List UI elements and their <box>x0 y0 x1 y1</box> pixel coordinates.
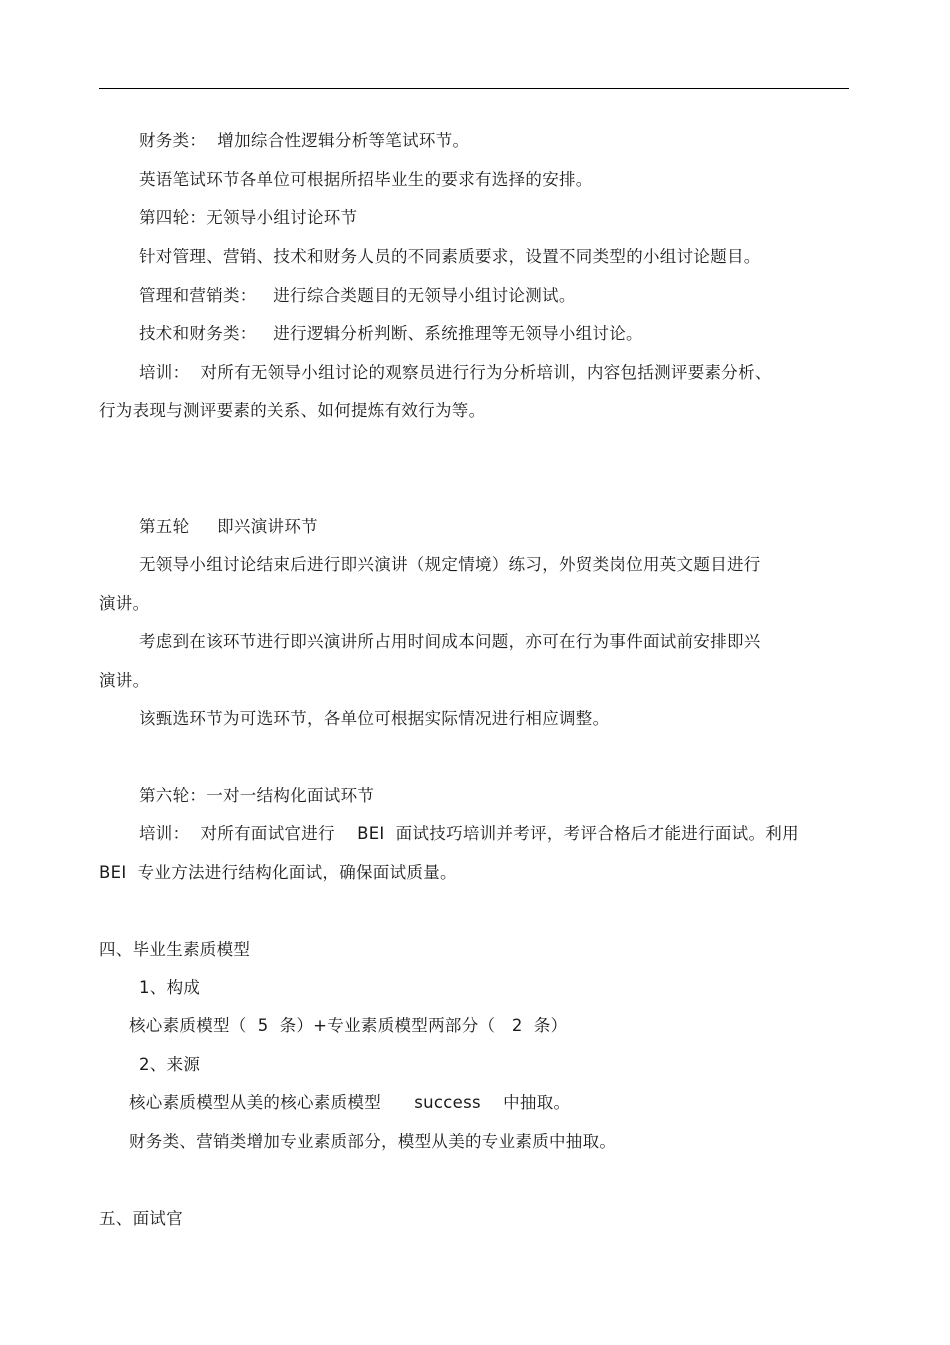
text-line: 财务类、营销类增加专业素质部分，模型从美的专业素质中抽取。 <box>129 1132 617 1151</box>
text-line: 财务类： 增加综合性逻辑分析等笔试环节。 <box>139 131 470 150</box>
subheading: 1、构成 <box>139 978 201 997</box>
section-heading-round-6: 第六轮：一对一结构化面试环节 <box>139 786 375 805</box>
text-line: 培训： 对所有无领导小组讨论的观察员进行行为分析培训，内容包括测评要素分析、 <box>139 363 772 382</box>
text-line: 针对管理、营销、技术和财务人员的不同素质要求，设置不同类型的小组讨论题目。 <box>139 247 761 266</box>
text-line: 培训： 对所有面试官进行 BEI 面试技巧培训并考评，考评合格后才能进行面试。利用 <box>139 824 799 843</box>
text-line: 核心素质模型从美的核心素质模型 success 中抽取。 <box>129 1093 571 1112</box>
section-heading-4: 四、毕业生素质模型 <box>99 940 251 959</box>
text-line: 无领导小组讨论结束后进行即兴演讲（规定情境）练习，外贸类岗位用英文题目进行 <box>139 555 761 574</box>
text-line: 核心素质模型（ 5 条）+专业素质模型两部分（ 2 条） <box>129 1016 568 1035</box>
section-heading-round-5: 第五轮 即兴演讲环节 <box>139 517 318 536</box>
text-line: 考虑到在该环节进行即兴演讲所占用时间成本问题，亦可在行为事件面试前安排即兴 <box>139 632 761 651</box>
text-line: 技术和财务类： 进行逻辑分析判断、系统推理等无领导小组讨论。 <box>139 324 643 343</box>
header-rule <box>99 88 849 89</box>
section-heading-5: 五、面试官 <box>99 1209 183 1228</box>
text-line: 演讲。 <box>99 671 150 690</box>
subheading: 2、来源 <box>139 1055 201 1074</box>
text-line: BEI 专业方法进行结构化面试，确保面试质量。 <box>99 863 457 882</box>
text-line: 英语笔试环节各单位可根据所招毕业生的要求有选择的安排。 <box>139 170 593 189</box>
text-line: 管理和营销类： 进行综合类题目的无领导小组讨论测试。 <box>139 286 576 305</box>
text-line: 演讲。 <box>99 594 150 613</box>
text-line: 行为表现与测评要素的关系、如何提炼有效行为等。 <box>99 401 486 420</box>
section-heading-round-4: 第四轮：无领导小组讨论环节 <box>139 208 358 227</box>
text-line: 该甄选环节为可选环节，各单位可根据实际情况进行相应调整。 <box>139 709 610 728</box>
